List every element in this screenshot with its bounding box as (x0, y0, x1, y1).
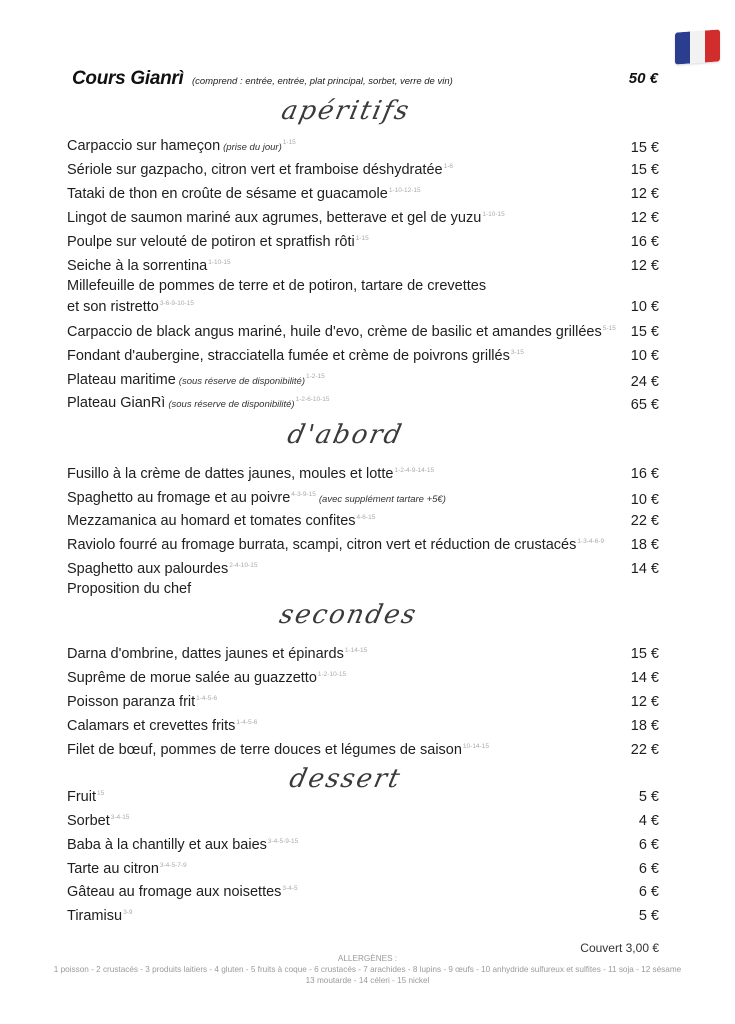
menu-item: Poisson paranza frit$^{1-4-5-6}$ 12 € (67, 693, 659, 710)
allergens-title: ALLERGÈNES : (337, 954, 398, 963)
menu-item: Darna d'ombrine, dattes jaunes et épinards$^{1-14-15}$ 15 € (67, 645, 659, 662)
menu-item: Poulpe sur velouté de potiron et spratfish rôti$^{1-15}$ 16 € (67, 233, 659, 250)
menu-item: Calamars et crevettes frits$^{1-4-5-6}$ 18 € (67, 717, 659, 734)
menu-item: Baba à la chantilly et aux baies$^{3-4-5-9-15}$ 6 € (67, 836, 659, 853)
section-title-secondes: secondes (276, 600, 421, 630)
menu-item: Mezzamanica au homard et tomates confites$^{4-6-15}$ 22 € (67, 512, 659, 529)
menu-item: Carpaccio de black angus mariné, huile d'evo, crème de basilic et amandes grillées$^{5-15}$ 15 € (67, 323, 659, 340)
menu-item: Spaghetto au fromage et au poivre$^{4-3-9-15}$ (avec supplément tartare +5€) 10 € (67, 489, 659, 508)
allergens-line-1: 1 poisson - 2 crustacés - 3 produits laitiers - 4 gluten - 5 fruits à coque - 6 crustacés - 7 arachides - 8 lupins - 9 œufs - 10 anhydride sulfureux et sulfites - 11 soja - 12 sésame (53, 965, 682, 974)
menu-item: Tataki de thon en croûte de sésame et guacamole$^{1-10-12-15}$ 12 € (67, 185, 659, 202)
menu-item: Tiramisu$^{3-9}$ 5 € (67, 907, 659, 924)
allergens-line-2: 13 moutarde - 14 céleri - 15 nickel (305, 976, 430, 985)
menu-item: Suprême de morue salée au guazzetto$^{1-2-10-15}$ 14 € (67, 669, 659, 686)
allergens-legend (20, 953, 715, 986)
menu-item: Filet de bœuf, pommes de terre douces et légumes de saison$^{10-14-15}$ 22 € (67, 741, 659, 758)
menu-item: Sorbet$^{3-4-15}$ 4 € (67, 812, 659, 829)
menu-item: Millefeuille de pommes de terre et de potiron, tartare de crevettes et son ristretto$^{3-6-9-10-15}$ 10 € (67, 278, 659, 315)
menu-item: Fusillo à la crème de dattes jaunes, moules et lotte$^{1-2-4-9-14-15}$ 16 € (67, 465, 659, 482)
couvert-charge: Couvert 3,00 € (580, 941, 659, 955)
course-title: Cours Gianrì (72, 68, 184, 89)
menu-item: Fondant d'aubergine, stracciatella fumée et crème de poivrons grillés$^{3-15}$ 10 € (67, 347, 659, 364)
menu-item: Fruit$^{15}$ 5 € (67, 788, 659, 805)
section-title-dabord: d'abord (284, 420, 406, 450)
section-title-dessert: dessert (286, 764, 405, 794)
menu-item: Carpaccio sur hameçon (prise du jour)$^{1-15}$ 15 € (67, 137, 659, 156)
course-note: (comprend : entrée, entrée, plat principal, sorbet, verre de vin) (191, 76, 453, 87)
menu-item: Tarte au citron$^{3-4-5-7-9}$ 6 € (67, 860, 659, 877)
menu-item: Raviolo fourré au fromage burrata, scampi, citron vert et réduction de crustacés$^{1-3-4-6-9}$ 18 € (67, 536, 659, 553)
menu-item: Seiche à la sorrentina$^{1-10-15}$ 12 € (67, 257, 659, 274)
course-header (72, 68, 662, 94)
menu-item: Lingot de saumon mariné aux agrumes, betterave et gel de yuzu$^{1-10-15}$ 12 € (67, 209, 659, 226)
france-flag-icon[interactable] (675, 29, 720, 64)
menu-item: Spaghetto aux palourdes$^{2-4-10-15}$ 14 € (67, 560, 659, 577)
course-price: 50 € (628, 70, 658, 87)
section-title-aperitifs: apéritifs (278, 96, 414, 126)
menu-item: Plateau maritime (sous réserve de disponibilité)$^{1-2-15}$ 24 € (67, 371, 659, 390)
menu-item: Plateau GianRì (sous réserve de disponibilité)$^{1-2-6-10-15}$ 65 € (67, 394, 659, 413)
menu-item: Gâteau au fromage aux noisettes$^{3-4-5}$ 6 € (67, 883, 659, 900)
menu-item: Proposition du chef (67, 581, 192, 597)
menu-item: Sériole sur gazpacho, citron vert et framboise déshydratée$^{1-6}$ 15 € (67, 161, 659, 178)
